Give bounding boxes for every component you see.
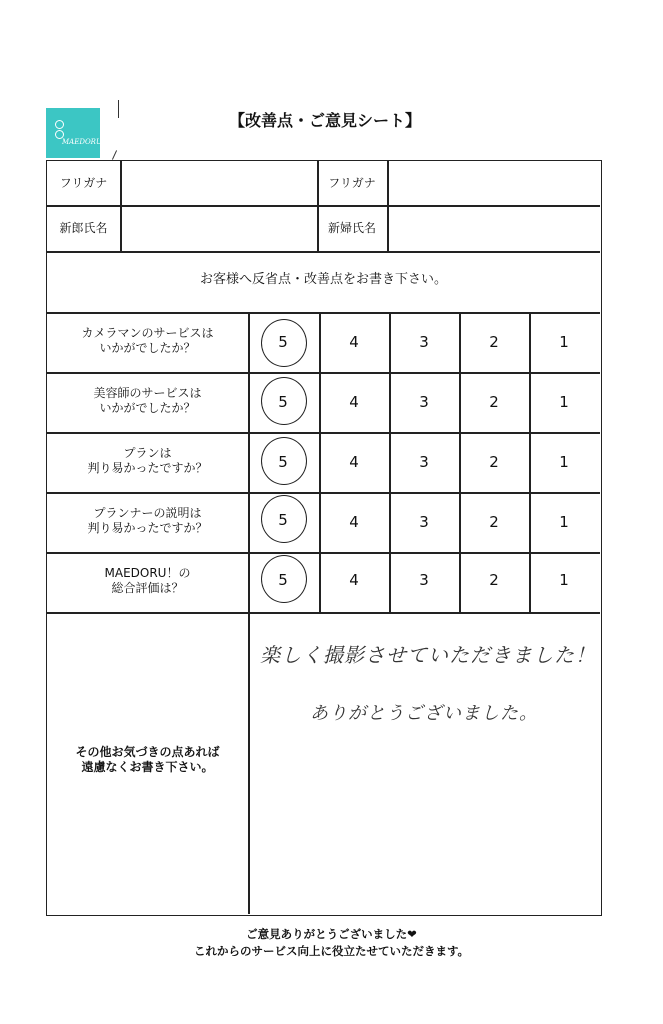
logo-mark-icon <box>55 120 64 129</box>
rating-option-4[interactable]: 4 <box>349 393 359 411</box>
instruction-text: お客様へ反省点・改善点をお書き下さい。 <box>199 272 447 287</box>
rating-option-4[interactable]: 4 <box>349 453 359 471</box>
page-title: 【改善点・ご意見シート】 <box>228 111 421 130</box>
rating-option-1[interactable]: 1 <box>559 571 569 589</box>
handwritten-comment-line-2: ありがとうございました。 <box>310 703 538 724</box>
logo-text: MAEDORU <box>62 138 102 146</box>
rating-option-2[interactable]: 2 <box>489 333 499 351</box>
rating-option-1[interactable]: 1 <box>559 393 569 411</box>
rating-option-2[interactable]: 2 <box>489 393 499 411</box>
groom-name-label: 新郎氏名 <box>59 221 108 235</box>
rating-option-3[interactable]: 3 <box>419 513 429 531</box>
rating-option-4[interactable]: 4 <box>349 333 359 351</box>
rating-option-4[interactable]: 4 <box>349 513 359 531</box>
question-label: カメラマンのサービスは いかがでしたか？ <box>81 326 214 355</box>
rating-option-3[interactable]: 3 <box>419 393 429 411</box>
rating-option-5[interactable]: 5 <box>278 453 288 471</box>
bride-furigana-label: フリガナ <box>328 176 376 190</box>
question-label: プランナーの説明は 判り易かったですか？ <box>87 506 208 535</box>
bride-name-label: 新婦氏名 <box>327 221 376 235</box>
rating-option-4[interactable]: 4 <box>349 571 359 589</box>
rating-option-1[interactable]: 1 <box>559 333 569 351</box>
rating-option-1[interactable]: 1 <box>559 453 569 471</box>
brand-logo <box>46 108 100 158</box>
handwritten-comment-line-1: 楽しく撮影させていただきました！ <box>260 643 596 667</box>
rating-option-3[interactable]: 3 <box>419 453 429 471</box>
rating-option-1[interactable]: 1 <box>559 513 569 531</box>
rating-option-3[interactable]: 3 <box>419 571 429 589</box>
footer-thanks: ご意見ありがとうございました❤ <box>246 927 417 941</box>
rating-option-5[interactable]: 5 <box>278 333 288 351</box>
groom-furigana-label: フリガナ <box>59 176 108 190</box>
rating-option-2[interactable]: 2 <box>489 453 499 471</box>
rating-option-3[interactable]: 3 <box>419 333 429 351</box>
rating-option-2[interactable]: 2 <box>489 571 499 589</box>
question-label: 美容師のサービスは いかがでしたか？ <box>93 386 202 415</box>
pen-mark <box>118 100 119 118</box>
feedback-form <box>46 160 602 916</box>
footer-note: これからのサービス向上に役立たせていただきます。 <box>193 944 470 958</box>
pen-mark <box>112 150 117 159</box>
rating-option-5[interactable]: 5 <box>278 393 288 411</box>
question-label: プランは 判り易かったですか？ <box>87 446 208 475</box>
question-label: MAEDORU！の 総合評価は？ <box>104 566 191 595</box>
rating-option-2[interactable]: 2 <box>489 513 499 531</box>
rating-option-5[interactable]: 5 <box>278 511 288 529</box>
comments-label: その他お気づきの点あれば 遠慮なくお書き下さい。 <box>75 745 220 774</box>
rating-option-5[interactable]: 5 <box>278 571 288 589</box>
